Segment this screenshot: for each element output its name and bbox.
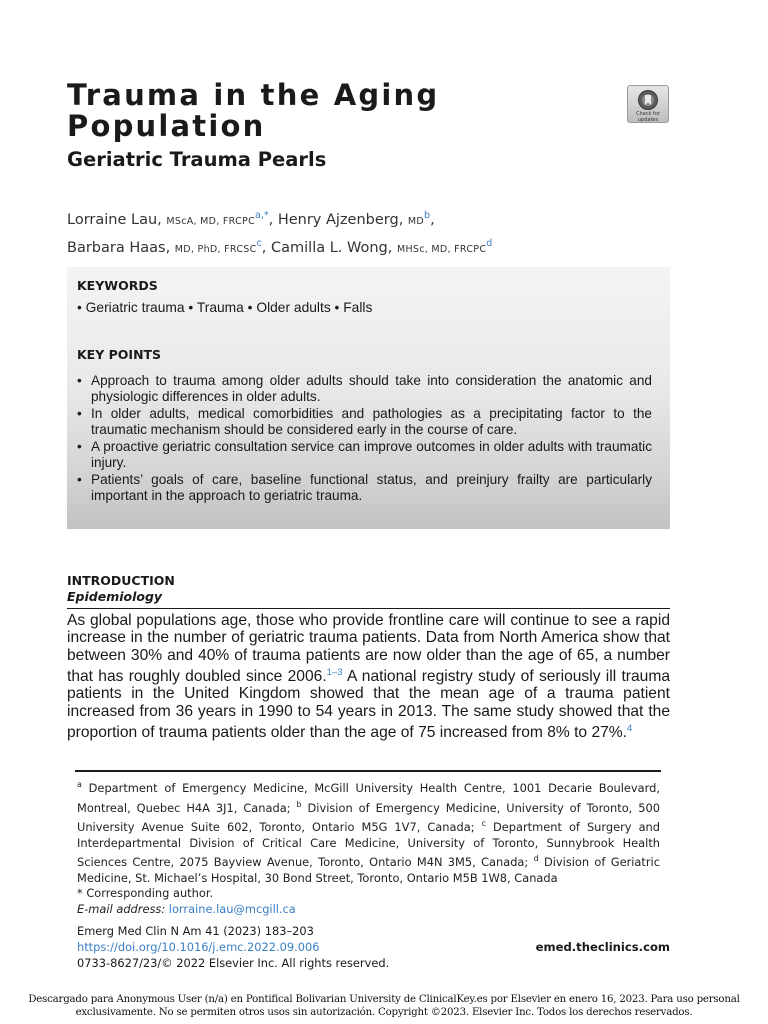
- list-item: • In older adults, medical comorbidities and pathologies as a precipitating factor to the traumatic mechanism should be considered early in the course of care.: [77, 406, 652, 437]
- corresponding-author: * Corresponding author.: [77, 886, 214, 901]
- journal-citation: Emerg Med Clin N Am 41 (2023) 183–203: [77, 924, 314, 938]
- citation-block: [77, 924, 670, 971]
- section-heading: INTRODUCTION: [67, 573, 175, 588]
- author-name: Henry Ajzenberg,: [277, 211, 404, 228]
- affiliation-text: Division of Geriatric Medicine, St. Michael’s Hospital, 30 Bond Street, Toronto, Ontario M5B 1W8, Canada: [77, 855, 660, 885]
- affiliation-link[interactable]: d: [486, 237, 493, 249]
- author-list: [67, 205, 687, 261]
- email-link[interactable]: lorraine.lau@mcgill.ca: [168, 902, 296, 917]
- affiliation-text: Department of Surgery and Interdepartmental Division of Critical Care Medicine, University of Toronto, Sunnybrook Health Sciences Centre, 2075 Bayview Avenue, Toronto, Ontario M4N 3M5, Canada;: [77, 819, 660, 869]
- affiliation-link[interactable]: a,*: [255, 210, 269, 221]
- check-for-updates-label: Check for updates: [636, 111, 660, 123]
- affiliation-mark: c: [481, 819, 486, 828]
- copyright-line: 0733-8627/23/© 2022 Elsevier Inc. All rights reserved.: [77, 955, 390, 970]
- author-degrees: MScA, MD, FRCPC: [166, 215, 256, 227]
- list-item: • Patients’ goals of care, baseline functional status, and preinjury frailty are particularly important in the approach to geriatric trauma.: [77, 472, 652, 503]
- reference-link[interactable]: 1–3: [326, 666, 343, 678]
- affiliations-text: [77, 777, 660, 886]
- affiliation-mark: d: [533, 854, 539, 864]
- body-paragraph: [67, 612, 670, 741]
- doi-link[interactable]: https://doi.org/10.1016/j.emc.2022.09.006: [77, 939, 320, 954]
- affiliation-link[interactable]: b: [424, 210, 431, 221]
- footnote-divider: [75, 770, 661, 772]
- author-separator: ,: [430, 211, 435, 228]
- download-notice: Descargado para Anonymous User (n/a) en Pontifical Bolivarian University de ClinicalKey.es por Elsevier en enero 16, 2023. Para uso personal exclusivamente. No se permiten otros usos sin autorización. Copyright ©2023. Elsevier Inc. Todos los derechos reservados.: [28, 994, 740, 1018]
- journal-site-link[interactable]: emed.theclinics.com: [535, 939, 670, 954]
- author-degrees: MHSc, MD, FRCPC: [396, 243, 487, 255]
- author-degrees: MD: [407, 215, 425, 227]
- key-points-list: [77, 373, 652, 505]
- list-item: • Approach to trauma among older adults should take into consideration the anatomic and physiologic differences in older adults.: [77, 373, 652, 404]
- article-subtitle: Geriatric Trauma Pearls: [67, 148, 327, 171]
- email-label: E-mail address:: [77, 902, 166, 917]
- section-subheading: Epidemiology: [67, 589, 163, 604]
- bookmark-circle-icon: [637, 89, 659, 111]
- check-for-updates-button[interactable]: [627, 85, 669, 123]
- list-item: • A proactive geriatric consultation service can improve outcomes in older adults with traumatic injury.: [77, 439, 652, 470]
- affiliation-text: Department of Emergency Medicine, McGill University Health Centre, 1001 Decarie Boulevard, Montreal, Quebec H4A 3J1, Canada;: [77, 780, 660, 815]
- keywords-keypoints-box: [67, 267, 670, 529]
- article-title: Trauma in the Aging Population: [67, 78, 440, 143]
- affiliation-link[interactable]: c: [256, 237, 262, 249]
- affiliation-mark: b: [296, 799, 302, 809]
- author-name: Lorraine Lau,: [67, 211, 162, 228]
- section-divider: [67, 608, 670, 609]
- author-name: Barbara Haas,: [67, 239, 171, 256]
- body-text: As global populations age, those who provide frontline care will continue to see a rapid increase in the number of geriatric trauma patients. Data from North America show that between 30% and 40% of trauma patients are now older than the age of 65, a number that has roughly doubled since 2006.: [67, 612, 670, 686]
- affiliation-footnotes: [77, 777, 660, 918]
- author-degrees: MD, PhD, FRCSC: [174, 243, 257, 255]
- affiliation-text: Division of Emergency Medicine, University of Toronto, 500 University Avenue Suite 602, Toronto, Ontario M5G 1V7, Canada;: [77, 800, 661, 834]
- author-name: Camilla L. Wong,: [271, 239, 393, 256]
- key-points-heading: KEY POINTS: [77, 347, 162, 362]
- author-separator: ,: [261, 239, 271, 256]
- author-separator: ,: [268, 211, 278, 228]
- body-text: A national registry study of seriously ill trauma patients in the United Kingdom showed that the mean age of a trauma patient increased from 36 years in 1990 to 54 years in 2013. The same study showed that the proportion of trauma patients older than the age of 75 increased from 8% to 27%.: [67, 668, 670, 742]
- keywords-heading: KEYWORDS: [77, 278, 158, 293]
- affiliation-mark: a: [77, 780, 82, 789]
- reference-link[interactable]: 4: [626, 722, 633, 734]
- email-line: [77, 902, 660, 918]
- keywords-list: • Geriatric trauma • Trauma • Older adults • Falls: [77, 300, 373, 315]
